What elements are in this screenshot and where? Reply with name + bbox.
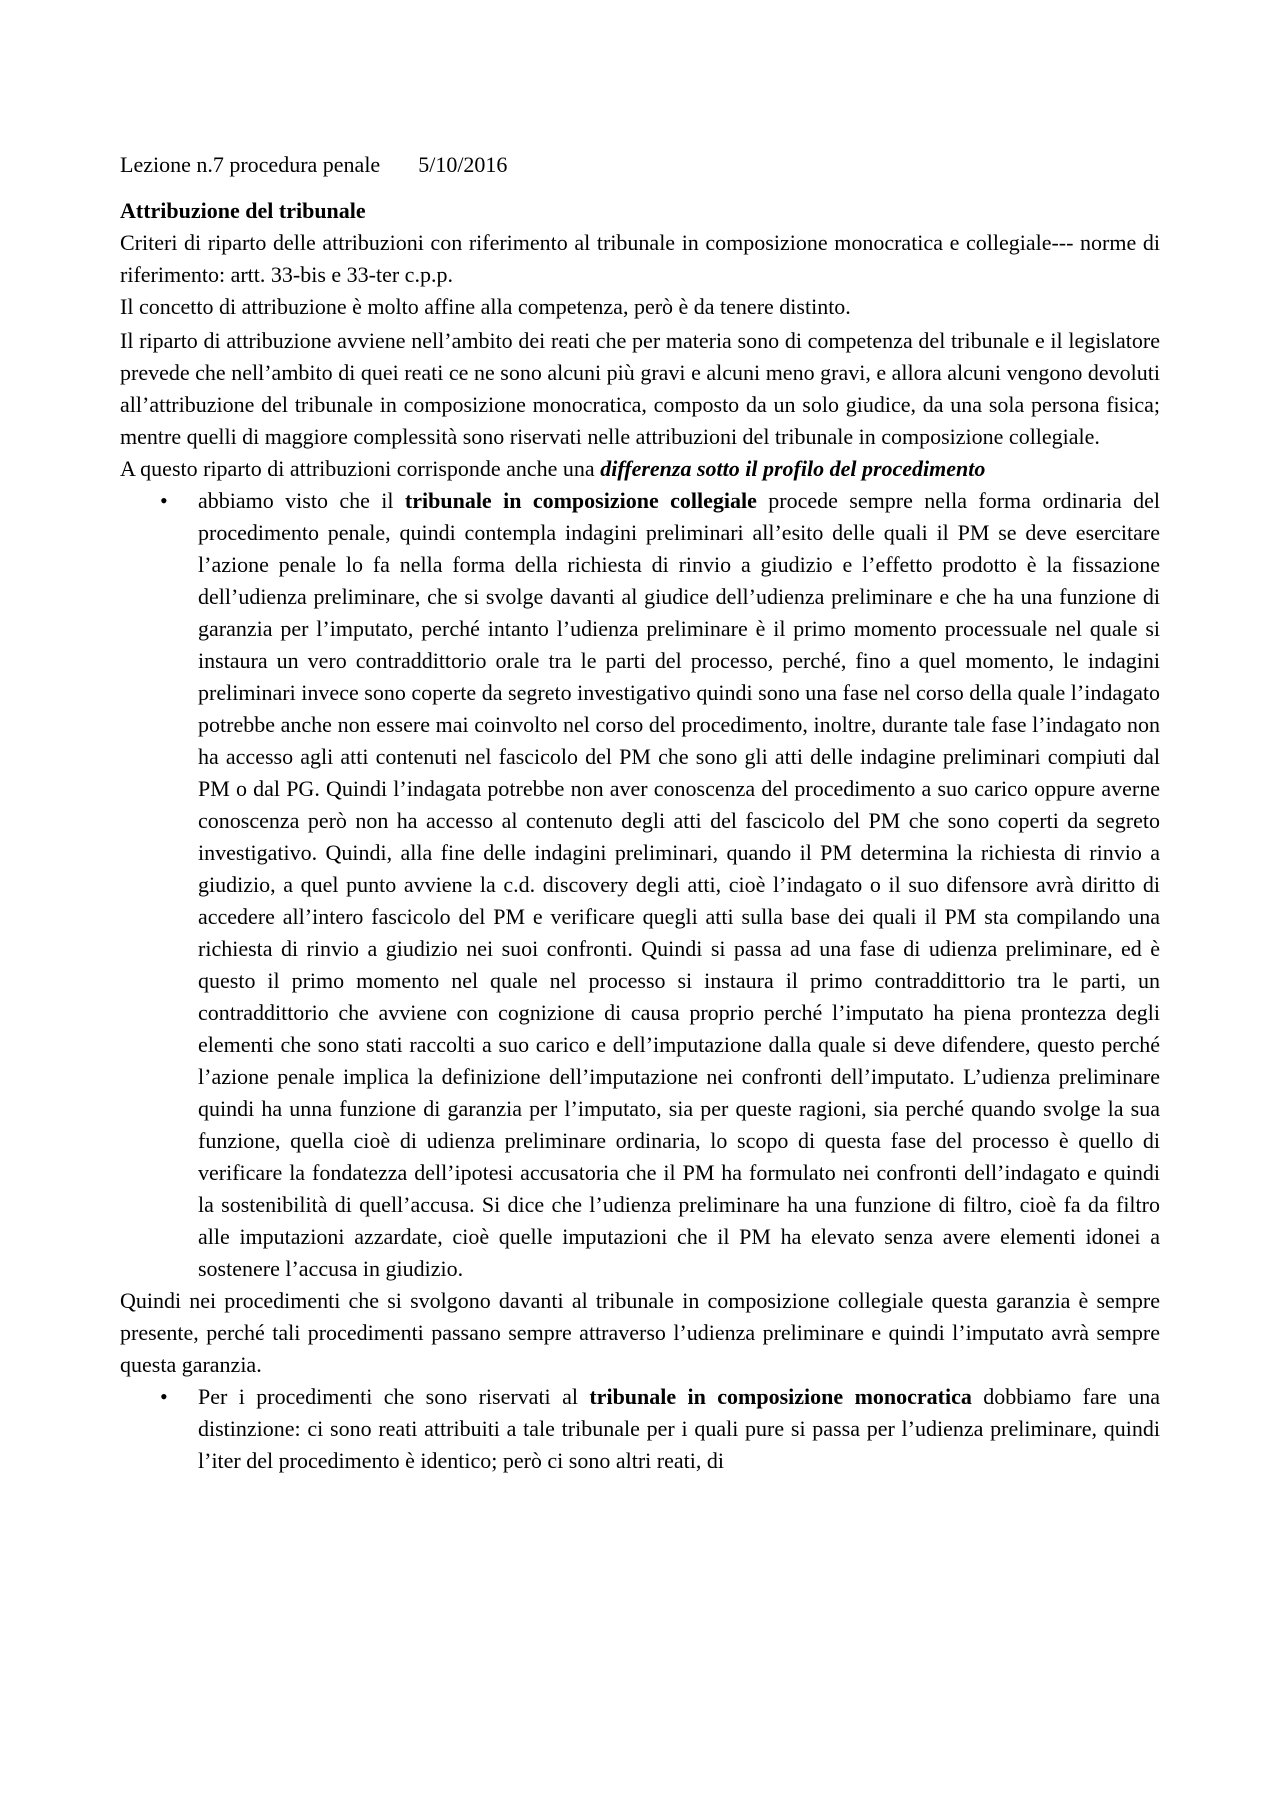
document-body (120, 149, 1160, 1477)
section-heading: Attribuzione del tribunale (120, 198, 366, 223)
list-item-text-start: Per i procedimenti che sono riservati al (198, 1384, 590, 1409)
bullet-list-monocratica (120, 1381, 1160, 1477)
paragraph-procedure-difference-text: A questo riparto di attribuzioni corrisponde anche una (120, 456, 601, 481)
paragraph-riparto: Il riparto di attribuzione avviene nell’ambito dei reati che per materia sono di competenza del tribunale e il legislatore prevede che nell’ambito di quei reati ce ne sono alcuni più gravi e alcuni meno gravi, e allora alcuni vengono devoluti all’attribuzione del tribunale in composizione monocratica, composto da un solo giudice, da una sola persona fisica; mentre quelli di maggiore complessità sono riservati nelle attribuzioni del tribunale in composizione collegiale. (120, 328, 1160, 449)
paragraph-criteria: Criteri di riparto delle attribuzioni con riferimento al tribunale in composizione monocratica e collegiale--- norme di riferimento: artt. 33-bis e 33-ter c.p.p. (120, 230, 1160, 287)
list-item-bold-term: tribunale in composizione monocratica (589, 1384, 972, 1409)
bullet-icon: • (160, 488, 168, 513)
bullet-list-collegiale (120, 485, 1160, 1285)
list-item-bold-term: tribunale in composizione collegiale (404, 488, 757, 513)
list-item-text-start: abbiamo visto che il (198, 488, 405, 513)
list-item-text-rest: procede sempre nella forma ordinaria del procedimento penale, quindi contempla indagini preliminari all’esito delle quali il PM se deve esercitare l’azione penale lo fa nella forma della richiesta di rinvio a giudizio e l’effetto prodotto è la fissazione dell’udienza preliminare, che si svolge davanti al giudice dell’udienza preliminare e che ha una funzione di garanzia per l’imputato, perché intanto l’udienza preliminare è il primo momento processuale nel quale si instaura un vero contraddittorio orale tra le parti del processo, perché, fino a quel momento, le indagini preliminari invece sono coperte da segreto investigativo quindi sono una fase nel corso della quale l’indagato potrebbe anche non essere mai coinvolto nel corso del procedimento, inoltre, durante tale fase l’indagato non ha accesso agli atti contenuti nel fascicolo del PM che sono gli atti delle indagine preliminari compiuti dal PM o dal PG. Quindi l’indagata potrebbe non aver conoscenza del procedimento a suo carico oppure averne conoscenza però non ha accesso al contenuto degli atti del fascicolo del PM che sono coperti da segreto investigativo. Quindi, alla fine delle indagini preliminari, quando il PM determina la richiesta di rinvio a giudizio, a quel punto avviene la c.d. discovery degli atti, cioè l’indagato o il suo difensore avrà diritto di accedere all’intero fascicolo del PM e verificare quegli atti sulla base dei quali il PM sta compilando una richiesta di rinvio a giudizio nei suoi confronti. Quindi si passa ad una fase di udienza preliminare, ed è questo il primo momento nel quale nel processo si instaura il primo contraddittorio tra le parti, un contraddittorio che avviene con cognizione di causa proprio perché l’imputato ha piena prontezza degli elementi che sono stati raccolti a suo carico e dell’imputazione dalla quale si deve difendere, questo perché l’azione penale implica la definizione dell’imputazione nei confronti dell’imputato. L’udienza preliminare quindi ha unna funzione di garanzia per l’imputato, sia per queste ragioni, sia perché quando svolge la sua funzione, quella cioè di udienza preliminare ordinaria, lo scopo di questa fase del processo è quello di verificare la fondatezza dell’ipotesi accusatoria che il PM ha formulato nei confronti dell’indagato e quindi la sostenibilità di quell’accusa. Si dice che l’udienza preliminare ha una funzione di filtro, cioè fa da filtro alle imputazioni azzardate, cioè quelle imputazioni che il PM ha elevato senza avere elementi idonei a sostenere l’accusa in giudizio. (198, 488, 1160, 1281)
lesson-title: Lezione n.7 procedura penale (120, 152, 381, 177)
paragraph-concept: Il concetto di attribuzione è molto affine alla competenza, però è da tenere distinto. (120, 294, 851, 319)
list-item-monocratica (120, 1381, 1160, 1477)
paragraph-procedure-difference (120, 453, 1160, 485)
paragraph-garanzia: Quindi nei procedimenti che si svolgono davanti al tribunale in composizione collegiale questa garanzia è sempre presente, perché tali procedimenti passano sempre attraverso l’udienza preliminare e quindi l’imputato avrà sempre questa garanzia. (120, 1288, 1160, 1377)
list-item-text-rest: dobbiamo fare una distinzione: ci sono reati attribuiti a tale tribunale per i quali pure si passa per l’udienza preliminare, quindi l’iter del procedimento è identico; però ci sono altri reati, di (198, 1384, 1161, 1473)
lesson-date: 5/10/2016 (418, 152, 508, 177)
lesson-header (120, 149, 1160, 181)
bullet-icon: • (160, 1384, 168, 1409)
procedure-difference-emphasis: differenza sotto il profilo del procedimento (600, 456, 986, 481)
list-item-collegiale (120, 485, 1160, 1285)
